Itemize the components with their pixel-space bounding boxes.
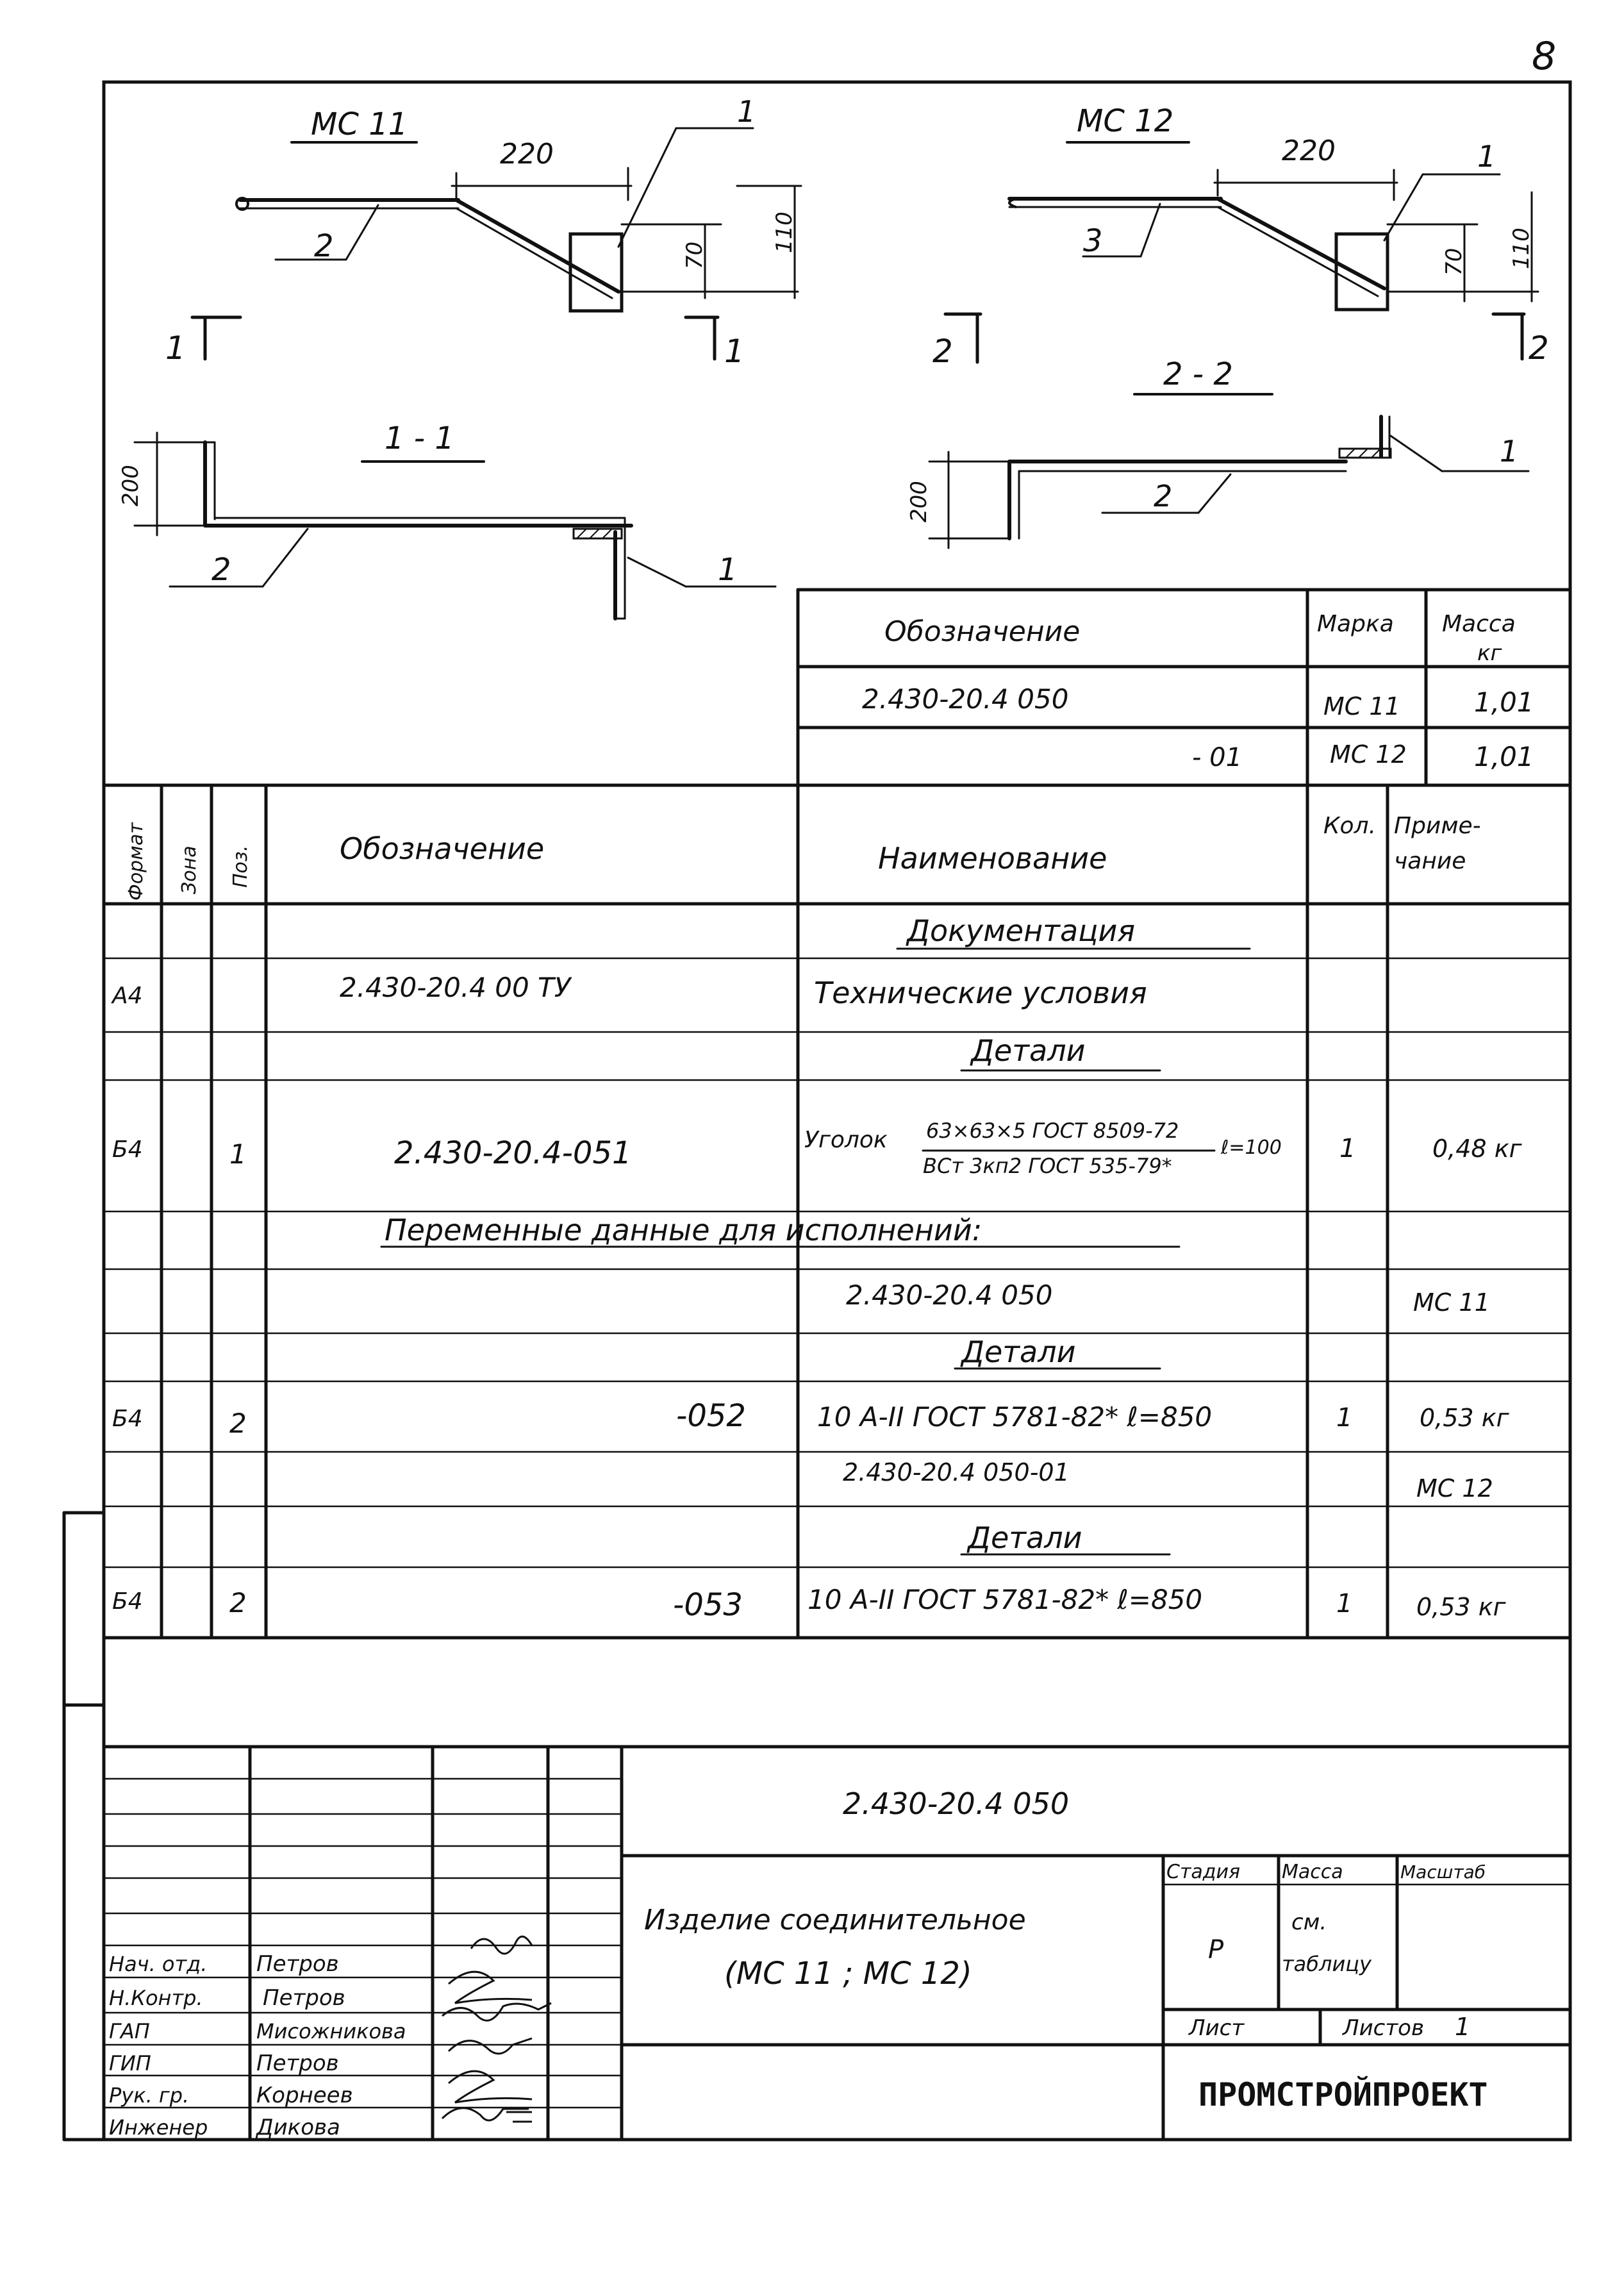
section-1-1-drawing xyxy=(135,433,775,619)
mass-row-1-mark: МС 11 xyxy=(1323,692,1400,720)
spec-row-4-name-bottom: ВСт 3кп2 ГОСТ 535-79* xyxy=(923,1154,1172,1178)
title-mass-label: Масса xyxy=(1282,1861,1343,1883)
section-mark-1-right: 1 xyxy=(724,333,745,370)
spec-row-8-note: 0,53 кг xyxy=(1420,1404,1509,1432)
spec-header-name: Наименование xyxy=(878,841,1107,876)
spec-row-4-name-top: 63×63×5 ГОСТ 8509-72 xyxy=(926,1119,1179,1143)
section-2-2-label: 2 - 2 xyxy=(1163,356,1233,392)
title-product-name-1: Изделие соединительное xyxy=(644,1904,1026,1936)
spec-row-1-name: Документация xyxy=(907,913,1136,948)
title-sheet-label: Лист xyxy=(1189,2015,1245,2041)
title-organization: ПРОМСТРОЙПРОЕКТ xyxy=(1198,2076,1488,2113)
spec-row-2-name: Технические условия xyxy=(814,976,1147,1010)
section-2-2-leader-1: 1 xyxy=(1500,434,1519,469)
spec-header-note-2: чание xyxy=(1394,848,1466,874)
spec-row-4-designation: 2.430-20.4-051 xyxy=(394,1135,632,1171)
mc11-leader-1: 1 xyxy=(737,94,756,129)
mass-table-designation-header: Обозначение xyxy=(884,615,1081,648)
signature-role-4: ГИП xyxy=(109,2051,151,2076)
section-1-1-label: 1 - 1 xyxy=(385,420,454,456)
mass-row-1-mass: 1,01 xyxy=(1474,686,1534,718)
signature-name-3: Мисожникова xyxy=(256,2019,406,2043)
mc12-leader-3: 3 xyxy=(1083,223,1103,259)
section-1-1-leader-1: 1 xyxy=(718,552,738,588)
title-stage-label: Стадия xyxy=(1166,1861,1241,1883)
mass-table-mass-unit: кг xyxy=(1477,640,1502,666)
section-mark-2-right: 2 xyxy=(1529,329,1549,367)
signature-name-4: Петров xyxy=(256,2051,339,2076)
section-1-1-leader-2: 2 xyxy=(211,552,231,588)
mc12-dim-70: 70 xyxy=(1441,247,1467,276)
signature-name-2: Петров xyxy=(263,1985,345,2011)
spec-row-2-format: А4 xyxy=(112,983,143,1009)
page-number: 8 xyxy=(1532,34,1557,79)
mass-table-mass-header: Масса xyxy=(1442,611,1516,637)
spec-header-note-1: Приме- xyxy=(1394,813,1481,839)
section-2-2-dim-200: 200 xyxy=(906,481,932,522)
mc11-drawing xyxy=(192,128,801,359)
spec-row-4-qty: 1 xyxy=(1339,1134,1356,1163)
spec-row-9-name: 2.430-20.4 050-01 xyxy=(843,1458,1070,1486)
section-2-2-leader-2: 2 xyxy=(1154,479,1173,513)
signature-role-3: ГАП xyxy=(109,2019,150,2043)
spec-row-4-format: Б4 xyxy=(112,1136,143,1163)
signature-role-6: Инженер xyxy=(109,2115,208,2140)
spec-row-3-name: Детали xyxy=(971,1033,1086,1068)
mc11-leader-2: 2 xyxy=(314,228,334,264)
signature-role-5: Рук. гр. xyxy=(109,2083,190,2108)
spec-row-9-note: МС 12 xyxy=(1416,1474,1493,1502)
signature-name-6: Дикова xyxy=(256,2115,340,2140)
mc12-dim-110: 110 xyxy=(1509,228,1534,269)
spec-row-8-qty: 1 xyxy=(1336,1403,1353,1433)
signature-name-5: Корнеев xyxy=(256,2083,353,2108)
spec-row-11-designation: -053 xyxy=(673,1587,743,1623)
spec-row-8-format: Б4 xyxy=(112,1406,143,1432)
spec-row-4-name-suffix: ℓ=100 xyxy=(1221,1136,1282,1159)
sheet-frame xyxy=(104,82,1570,2140)
spec-table-grid xyxy=(104,785,1570,1638)
title-stage-value: Р xyxy=(1208,1935,1224,1965)
spec-row-11-pos: 2 xyxy=(229,1587,247,1618)
spec-row-11-note: 0,53 кг xyxy=(1416,1593,1506,1621)
section-mark-2-left: 2 xyxy=(932,333,953,370)
spec-header-designation: Обозначение xyxy=(340,831,545,866)
spec-row-8-name: 10 А-II ГОСТ 5781-82* ℓ=850 xyxy=(817,1401,1213,1433)
mc12-leader-1: 1 xyxy=(1477,139,1496,174)
spec-row-11-format: Б4 xyxy=(112,1588,143,1615)
spec-row-10-name: Детали xyxy=(968,1520,1082,1555)
title-mass-value-2: таблицу xyxy=(1282,1952,1371,1976)
signature-marks xyxy=(442,1936,551,2122)
mc11-label: МС 11 xyxy=(311,106,408,142)
spec-row-4-pos: 1 xyxy=(229,1138,247,1170)
section-2-2-drawing xyxy=(929,417,1529,548)
spec-row-6-name: 2.430-20.4 050 xyxy=(846,1279,1053,1311)
spec-header-pos: Поз. xyxy=(229,845,252,888)
mass-table-mark-header: Марка xyxy=(1317,611,1394,637)
title-sheets-label: Листов xyxy=(1343,2015,1425,2041)
spec-row-4-name-prefix: Уголок xyxy=(804,1127,888,1153)
mc12-dim-length: 220 xyxy=(1282,135,1336,167)
spec-row-11-name: 10 А-II ГОСТ 5781-82* ℓ=850 xyxy=(808,1584,1203,1615)
mc12-label: МС 12 xyxy=(1077,103,1174,139)
mc11-dim-70: 70 xyxy=(682,241,708,269)
title-product-name-2: (МС 11 ; МС 12) xyxy=(724,1956,972,1992)
spec-row-8-pos: 2 xyxy=(229,1408,247,1439)
spec-row-7-name: Детали xyxy=(961,1335,1076,1369)
section-mark-1-left: 1 xyxy=(165,329,186,367)
spec-header-format: Формат xyxy=(125,822,147,901)
mass-row-1-designation: 2.430-20.4 050 xyxy=(862,683,1069,715)
mass-row-2-designation: - 01 xyxy=(1192,743,1243,772)
signature-role-2: Н.Контр. xyxy=(109,1986,203,2010)
title-sheets-value: 1 xyxy=(1455,2013,1471,2041)
section-1-1-dim-200: 200 xyxy=(118,465,144,506)
title-doc-number: 2.430-20.4 050 xyxy=(843,1786,1070,1821)
mc11-dim-length: 220 xyxy=(500,138,554,171)
mass-row-2-mark: МС 12 xyxy=(1330,740,1407,769)
spec-header-zone: Зона xyxy=(178,845,201,894)
mass-row-2-mass: 1,01 xyxy=(1474,741,1534,772)
spec-header-qty: Кол. xyxy=(1323,813,1377,839)
spec-row-2-designation: 2.430-20.4 00 ТУ xyxy=(340,972,571,1003)
spec-row-8-designation: -052 xyxy=(676,1398,746,1434)
spec-row-5-span: Переменные данные для исполнений: xyxy=(385,1213,982,1247)
spec-row-4-note: 0,48 кг xyxy=(1432,1135,1522,1163)
title-scale-label: Масштаб xyxy=(1400,1861,1486,1883)
spec-row-6-note: МС 11 xyxy=(1413,1288,1490,1317)
signature-name-1: Петров xyxy=(256,1951,339,1977)
signature-role-1: Нач. отд. xyxy=(109,1952,208,1976)
mc11-dim-110: 110 xyxy=(772,212,797,253)
spec-row-11-qty: 1 xyxy=(1336,1589,1353,1618)
title-mass-value-1: см. xyxy=(1291,1910,1327,1935)
